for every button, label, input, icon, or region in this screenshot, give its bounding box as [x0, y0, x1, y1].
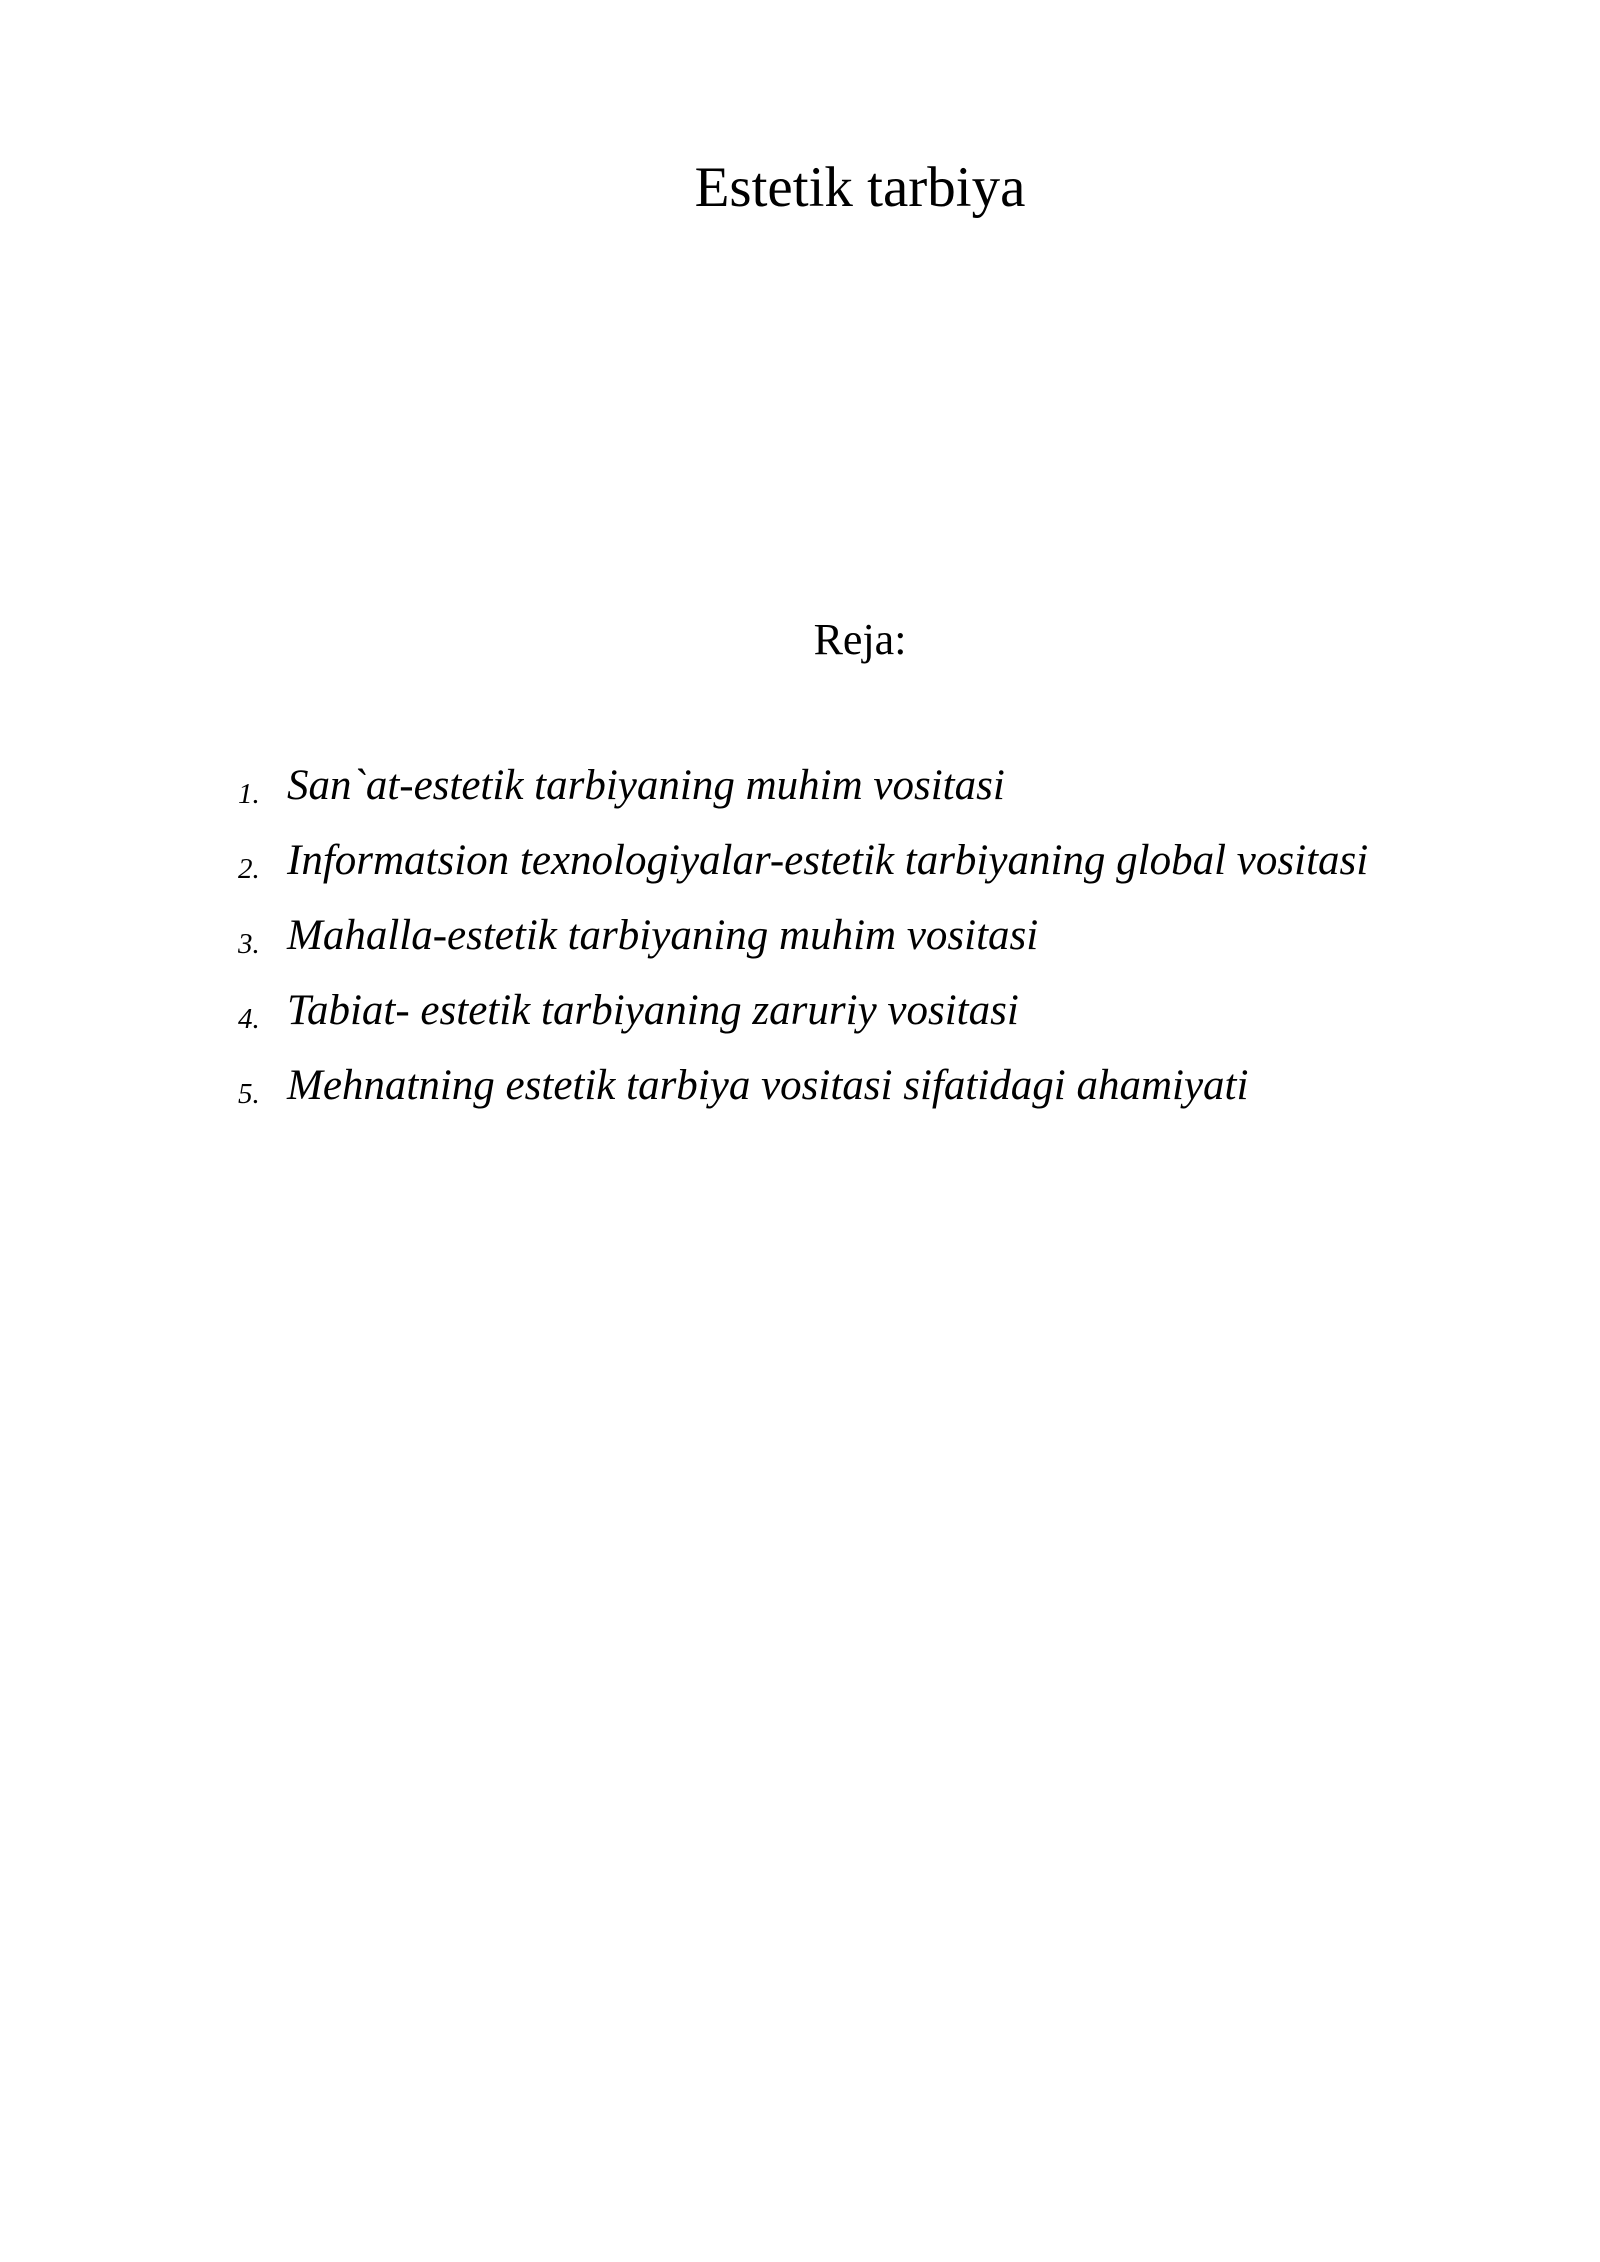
plan-item-1 [0, 758, 1600, 833]
plan-item-text: Tabiat- estetik tarbiyaning zaruriy vositasi [287, 987, 1019, 1034]
plan-item-text: Mahalla-estetik tarbiyaning muhim vositasi [287, 912, 1039, 959]
plan-item-number: 1. [238, 778, 260, 810]
plan-item-text: Informatsion texnologiyalar-estetik tarbiyaning global vositasi [287, 837, 1369, 884]
plan-item-4 [0, 983, 1600, 1058]
plan-item-number: 3. [238, 928, 260, 960]
plan-item-number: 5. [238, 1078, 260, 1110]
plan-item-2 [0, 833, 1600, 908]
plan-item-number: 2. [238, 853, 260, 885]
plan-item-3 [0, 908, 1600, 983]
plan-item-text: San`at-estetik tarbiyaning muhim vositasi [287, 762, 1005, 809]
document-title: Estetik tarbiya [694, 156, 1026, 219]
plan-item-text: Mehnatning estetik tarbiya vositasi sifatidagi ahamiyati [287, 1062, 1249, 1109]
plan-heading: Reja: [813, 615, 907, 664]
plan-list [0, 758, 1600, 1133]
plan-item-number: 4. [238, 1003, 260, 1035]
plan-item-5 [0, 1058, 1600, 1133]
